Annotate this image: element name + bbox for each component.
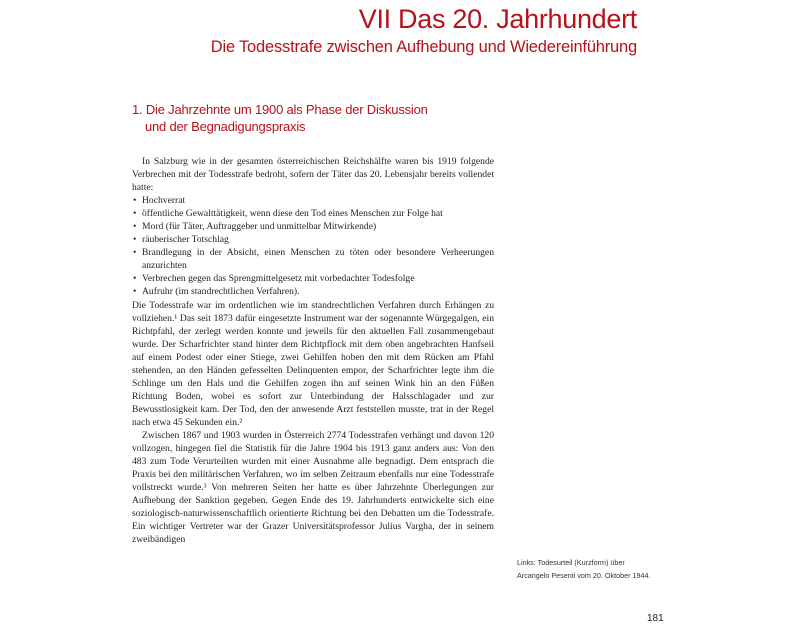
statistics-paragraph: Zwischen 1867 und 1903 wurden in Österreich 2774 Todesstrafen verhängt und davon 120 vollzogen, hingegen fiel die Statistik für die Jahre 1904 bis 1913 ganz anders aus: Von den 483 zum Tode Verurteilten wurden mit einer Ausnahme alle begnadigt. Dem entsprach die Praxis bei den militärischen Verfahren, wo im selben Zeitraum ebenfalls nur eine Todesstrafe vollstreckt wurde.³ Von mehreren Seiten her hatte es über Jahrzehnte Überlegungen zur Aufhebung der Sanktion gegeben. Gegen Ende des 19. Jahrhunderts entwickelte sich eine soziologisch-naturwissenschaftlich orientierte Richtung bei den Debatten um die Todesstrafe. Ein wichtiger Vertreter war der Grazer Universitätsprofessor Julius Vargha, der in seinem zweibändigen — [132, 429, 494, 546]
crime-list-item: • Brandlegung in der Absicht, einen Menschen zu töten oder besondere Verheerungen anzurichten — [132, 246, 494, 272]
crime-list-item: • Mord (für Täter, Auftraggeber und unmittelbar Mitwirkende) — [132, 220, 494, 233]
page-number: 181 — [647, 613, 664, 624]
crime-list-item: • Aufruhr (im standrechtlichen Verfahren). — [132, 285, 494, 298]
crime-list-item: • Verbrechen gegen das Sprengmittelgesetz mit vorbedachter Todesfolge — [132, 272, 494, 285]
crime-list-item: • öffentliche Gewalttätigkeit, wenn diese den Tod eines Menschen zur Folge hat — [132, 207, 494, 220]
crime-list-item: • Hochverrat — [132, 194, 494, 207]
image-caption — [517, 556, 667, 582]
caption-line-2: Arcangelo Pesenti vom 20. Oktober 1944. — [517, 571, 651, 580]
chapter-subtitle: Die Todesstrafe zwischen Aufhebung und Wiedereinführung — [210, 38, 637, 56]
section-title-line-2: und der Begnadigungspraxis — [145, 119, 306, 134]
body-text — [132, 155, 494, 546]
caption-line-1: Links: Todesurteil (Kurzform) über — [517, 558, 625, 567]
crime-list-item: • räuberischer Totschlag — [132, 233, 494, 246]
section-title-line-1: 1. Die Jahrzehnte um 1900 als Phase der Diskussion — [132, 102, 428, 117]
execution-paragraph: Die Todesstrafe war im ordentlichen wie im standrechtlichen Verfahren durch Erhängen zu vollziehen.¹ Das seit 1873 dafür eingesetzte Instrument war der sogenannte Würgegalgen, ein Richtpfahl, der zerlegt werden konnte und jeweils für den aktuellen Fall zusammengebaut wurde. Der Scharfrichter stand hinter dem Richtpflock mit dem oben angebrachten Hanfseil auf einem Podest oder einer Stiege, zwei Gehilfen hoben den mit dem Rücken am Pfahl stehenden, an den Händen gefesselten Delinquenten empor, der Scharfrichter legte ihm die Schlinge um den Hals und die Gehilfen zogen ihn auf seinen Wink hin an den Füßen Richtung Boden, wobei es sofort zur Unterbindung der Halsschlagader und zur Bewusstlosigkeit kam. Der Tod, den der anwesende Arzt feststellen musste, trat in der Regel nach etwa 45 Sekunden ein.² — [132, 299, 494, 428]
chapter-title: VII Das 20. Jahrhundert — [358, 4, 637, 34]
intro-paragraph: In Salzburg wie in der gesamten österreichischen Reichshälfte waren bis 1919 folgende Verbrechen mit der Todesstrafe bedroht, sofern der Täter das 20. Lebensjahr bereits vollendet hatte: — [132, 156, 494, 194]
section-title — [132, 101, 428, 135]
crime-list — [132, 194, 494, 298]
